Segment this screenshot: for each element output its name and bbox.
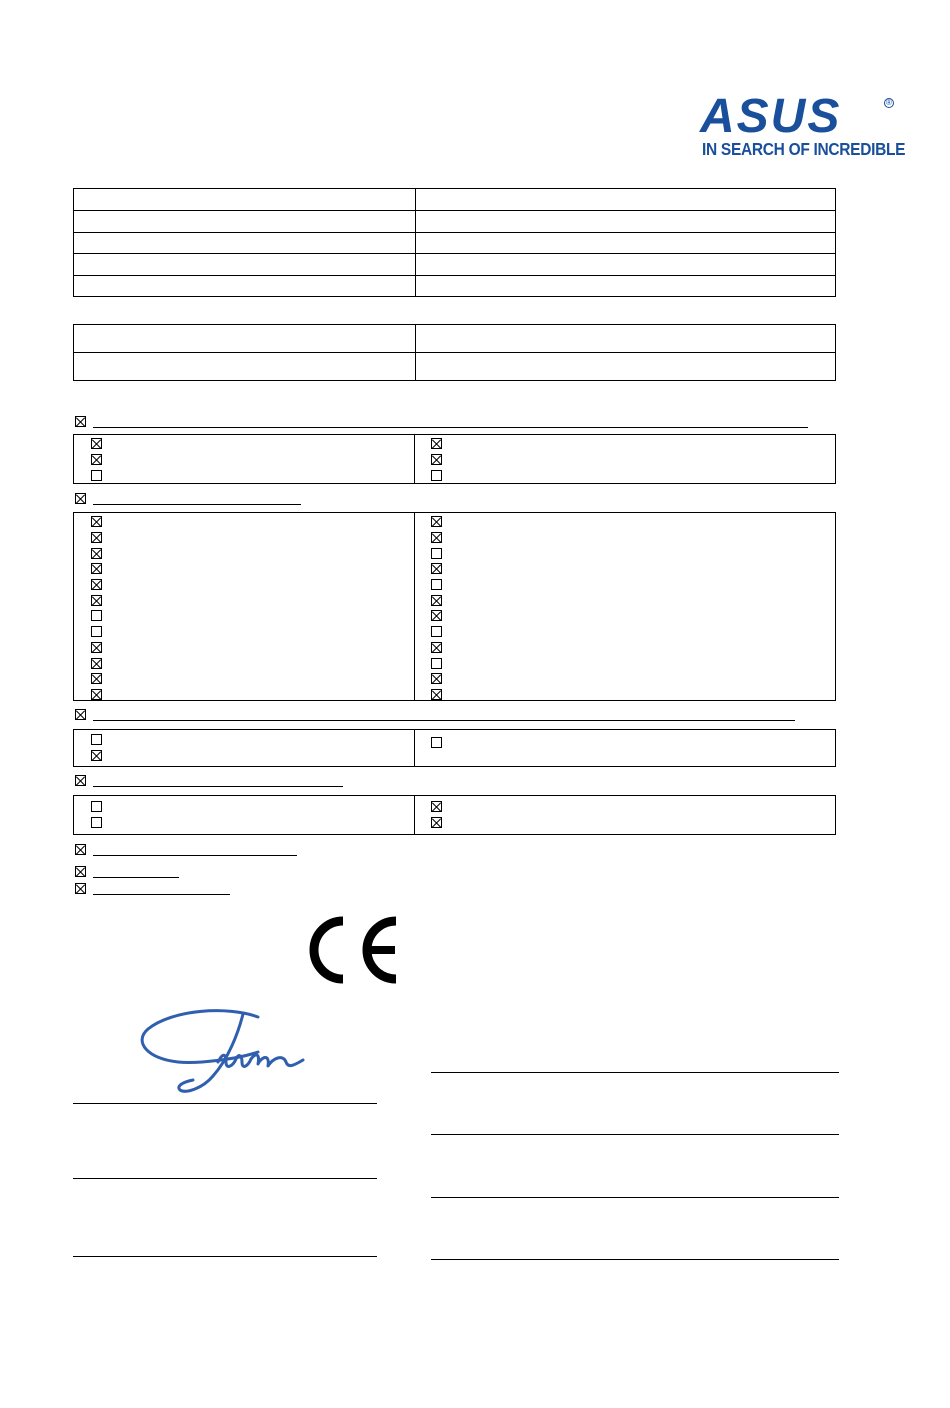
checkbox[interactable]	[75, 844, 86, 855]
table-cell	[416, 325, 836, 353]
signature-line	[73, 1178, 377, 1179]
registered-mark: ®	[884, 98, 894, 108]
checkbox[interactable]	[91, 532, 102, 543]
checkbox[interactable]	[75, 775, 86, 786]
checkbox[interactable]	[91, 734, 102, 745]
checkbox[interactable]	[431, 689, 442, 700]
standalone-item	[75, 866, 179, 878]
checkbox[interactable]	[75, 493, 86, 504]
table-cell	[74, 353, 416, 381]
table-cell	[416, 233, 836, 254]
signature-line	[73, 1103, 377, 1104]
signature-line	[431, 1259, 839, 1260]
item-title-line	[93, 894, 230, 895]
handwritten-signature	[138, 1004, 313, 1099]
product-info-table	[73, 324, 836, 381]
standalone-item	[75, 844, 297, 856]
checkbox-group	[73, 512, 836, 701]
checkbox[interactable]	[91, 470, 102, 481]
checkbox[interactable]	[91, 454, 102, 465]
table-cell	[416, 254, 836, 276]
signature-line	[431, 1072, 839, 1073]
checkbox[interactable]	[91, 438, 102, 449]
checkbox[interactable]	[91, 817, 102, 828]
checkbox[interactable]	[431, 610, 442, 621]
standalone-item	[75, 883, 230, 895]
checkbox[interactable]	[91, 595, 102, 606]
table-cell	[416, 211, 836, 233]
section-title-line	[93, 720, 795, 721]
logo-wordmark: ASUS	[700, 90, 842, 143]
logo-tagline: IN SEARCH OF INCREDIBLE	[702, 140, 906, 160]
checkbox[interactable]	[91, 673, 102, 684]
checkbox[interactable]	[75, 866, 86, 877]
checkbox[interactable]	[431, 516, 442, 527]
checkbox[interactable]	[431, 454, 442, 465]
checkbox[interactable]	[91, 610, 102, 621]
table-cell	[74, 189, 416, 211]
checkbox-group	[73, 434, 836, 484]
table-cell	[416, 353, 836, 381]
table-cell	[74, 233, 416, 254]
checkbox[interactable]	[91, 642, 102, 653]
signature-line	[73, 1256, 377, 1257]
checkbox[interactable]	[431, 817, 442, 828]
checkbox[interactable]	[431, 737, 442, 748]
checkbox[interactable]	[91, 658, 102, 669]
checkbox[interactable]	[431, 642, 442, 653]
asus-logo	[700, 90, 906, 162]
checkbox[interactable]	[431, 532, 442, 543]
table-cell	[74, 254, 416, 276]
table-cell	[74, 211, 416, 233]
checkbox[interactable]	[91, 689, 102, 700]
section-title-line	[93, 427, 808, 428]
checkbox[interactable]	[431, 626, 442, 637]
checkbox[interactable]	[431, 595, 442, 606]
table-cell	[74, 276, 416, 297]
declaration-info-table	[73, 188, 836, 297]
checkbox[interactable]	[431, 563, 442, 574]
checkbox[interactable]	[431, 470, 442, 481]
table-cell	[416, 189, 836, 211]
section-title-line	[93, 504, 301, 505]
checkbox[interactable]	[431, 579, 442, 590]
checkbox-group	[73, 795, 836, 835]
checkbox[interactable]	[91, 626, 102, 637]
section-header	[75, 493, 301, 505]
checkbox[interactable]	[75, 883, 86, 894]
checkbox[interactable]	[431, 438, 442, 449]
checkbox[interactable]	[431, 658, 442, 669]
checkbox[interactable]	[91, 750, 102, 761]
signature-line	[431, 1134, 839, 1135]
checkbox[interactable]	[75, 709, 86, 720]
section-title-line	[93, 786, 343, 787]
ce-mark-icon	[303, 915, 403, 985]
item-title-line	[93, 855, 297, 856]
checkbox[interactable]	[91, 516, 102, 527]
section-header	[75, 709, 795, 721]
table-cell	[74, 325, 416, 353]
checkbox[interactable]	[75, 416, 86, 427]
checkbox-group	[73, 729, 836, 767]
checkbox[interactable]	[431, 801, 442, 812]
checkbox[interactable]	[91, 579, 102, 590]
checkbox[interactable]	[91, 801, 102, 812]
checkbox[interactable]	[91, 548, 102, 559]
table-cell	[416, 276, 836, 297]
checkbox[interactable]	[91, 563, 102, 574]
signature-line	[431, 1197, 839, 1198]
item-title-line	[93, 877, 179, 878]
checkbox[interactable]	[431, 548, 442, 559]
section-header	[75, 416, 808, 428]
checkbox[interactable]	[431, 673, 442, 684]
section-header	[75, 775, 343, 787]
